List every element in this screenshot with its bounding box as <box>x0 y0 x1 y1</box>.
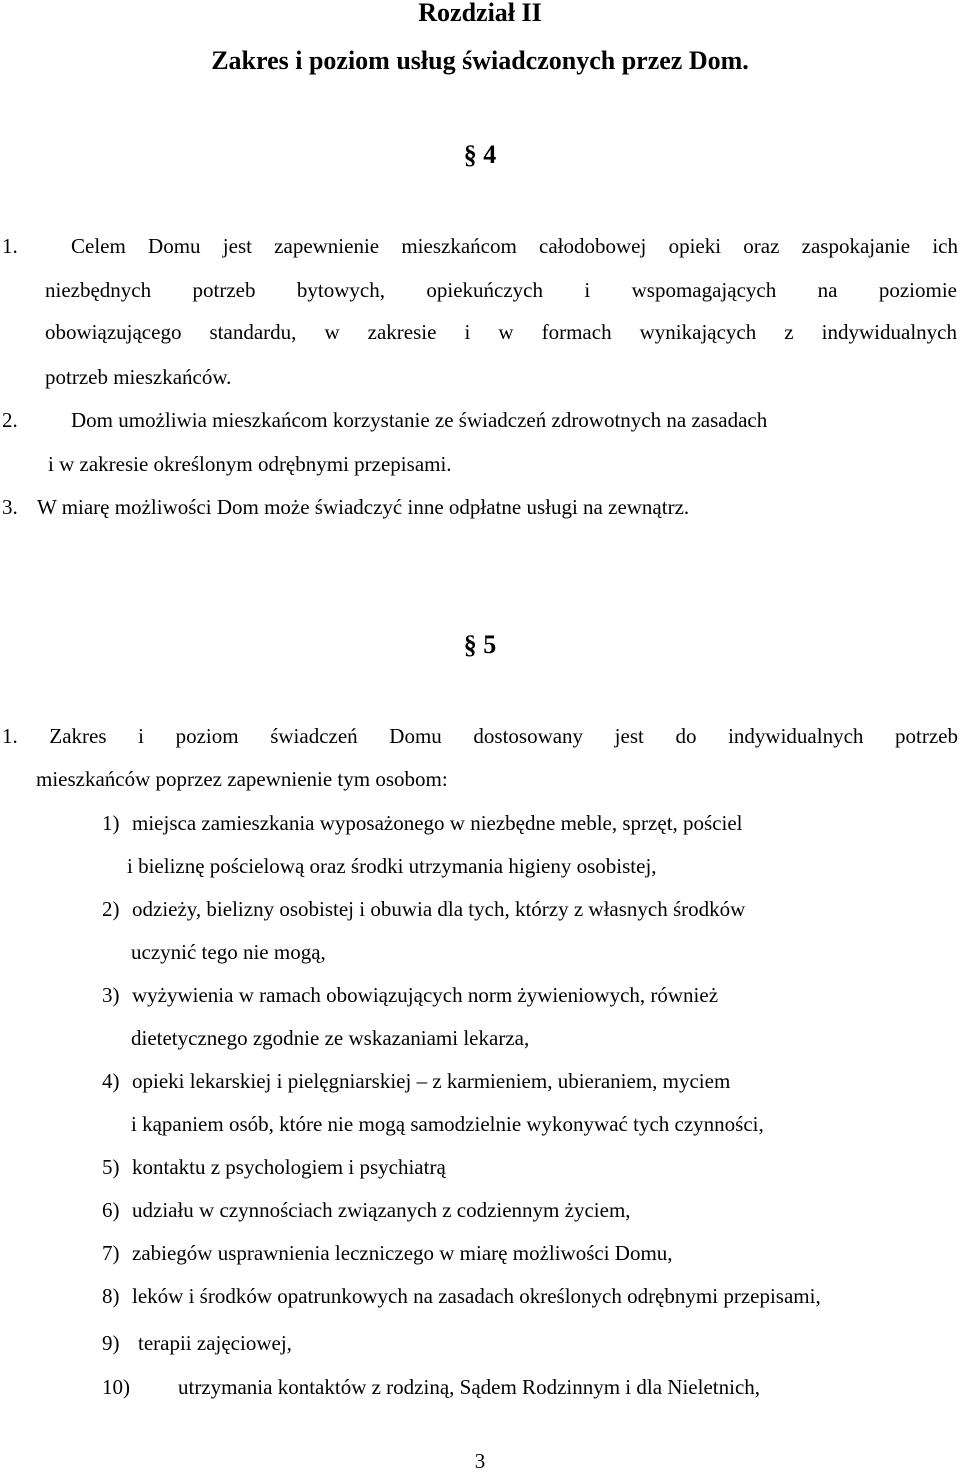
s5-p1-line2: mieszkańców poprzez zapewnienie tym osobom: <box>36 767 448 791</box>
s5-p1-line1: 1. Zakres i poziom świadczeń Domu dostosowany jest do indywidualnych potrzeb <box>2 724 958 748</box>
list-item-line1: zabiegów usprawnienia leczniczego w miarę możliwości Domu, <box>132 1241 673 1265</box>
list-item-number: 4) <box>102 1069 120 1093</box>
list-item-line1: wyżywienia w ramach obowiązujących norm żywieniowych, również <box>132 983 719 1007</box>
list-item-line1: kontaktu z psychologiem i psychiatrą <box>132 1155 446 1179</box>
list-item-line1: udziału w czynnościach związanych z codziennym życiem, <box>132 1198 631 1222</box>
s4-p2-line1: Dom umożliwia mieszkańcom korzystanie ze świadczeń zdrowotnych na zasadach <box>71 408 768 432</box>
list-item-number: 1) <box>102 811 120 835</box>
s4-p1-line4: potrzeb mieszkańców. <box>45 365 232 389</box>
chapter-heading: Rozdział II <box>418 0 542 27</box>
chapter-title: Zakres i poziom usług świadczonych przez Dom. <box>211 46 749 75</box>
list-item-line1: terapii zajęciowej, <box>138 1331 292 1355</box>
list-item-number: 2) <box>102 897 120 921</box>
page-number: 3 <box>474 1449 486 1473</box>
list-item-number: 8) <box>102 1284 120 1308</box>
s4-p2-number: 2. <box>2 408 18 432</box>
list-item-number: 5) <box>102 1155 120 1179</box>
list-item-number: 3) <box>102 983 120 1007</box>
list-item-number: 6) <box>102 1198 120 1222</box>
s4-p3-number: 3. <box>2 495 18 519</box>
list-item-line2: i kąpaniem osób, które nie mogą samodzielnie wykonywać tych czynności, <box>131 1112 764 1136</box>
s4-p1-number: 1. <box>2 234 18 258</box>
list-item-line1: utrzymania kontaktów z rodziną, Sądem Rodzinnym i dla Nieletnich, <box>178 1375 761 1399</box>
s4-p1-line2: niezbędnych potrzeb bytowych, opiekuńczych i wspomagających na poziomie <box>45 278 957 302</box>
s4-p1-line1: Celem Domu jest zapewnienie mieszkańcom całodobowej opieki oraz zaspokajanie ich <box>71 234 958 258</box>
list-item-line1: odzieży, bielizny osobistej i obuwia dla tych, którzy z własnych środków <box>132 897 746 921</box>
list-item-line2: dietetycznego zgodnie ze wskazaniami lekarza, <box>131 1026 530 1050</box>
list-item-number: 7) <box>102 1241 120 1265</box>
list-item-number: 9) <box>102 1331 120 1355</box>
list-item-number: 10) <box>102 1375 130 1399</box>
s4-p1-line3: obowiązującego standardu, w zakresie i w formach wynikających z indywidualnych <box>45 320 957 344</box>
s4-p3-line1: W miarę możliwości Dom może świadczyć inne odpłatne usługi na zewnątrz. <box>37 495 690 519</box>
list-item-line1: miejsca zamieszkania wyposażonego w niezbędne meble, sprzęt, pościel <box>132 811 743 835</box>
list-item-line2: i bieliznę pościelową oraz środki utrzymania higieny osobistej, <box>127 854 657 878</box>
section-5-sign: § 5 <box>463 630 497 659</box>
section-4-sign: § 4 <box>463 140 497 169</box>
s4-p2-line2: i w zakresie określonym odrębnymi przepisami. <box>48 452 452 476</box>
list-item-line2: uczynić tego nie mogą, <box>131 940 326 964</box>
list-item-line1: leków i środków opatrunkowych na zasadach określonych odrębnymi przepisami, <box>132 1284 821 1308</box>
list-item-line1: opieki lekarskiej i pielęgniarskiej – z karmieniem, ubieraniem, myciem <box>132 1069 731 1093</box>
